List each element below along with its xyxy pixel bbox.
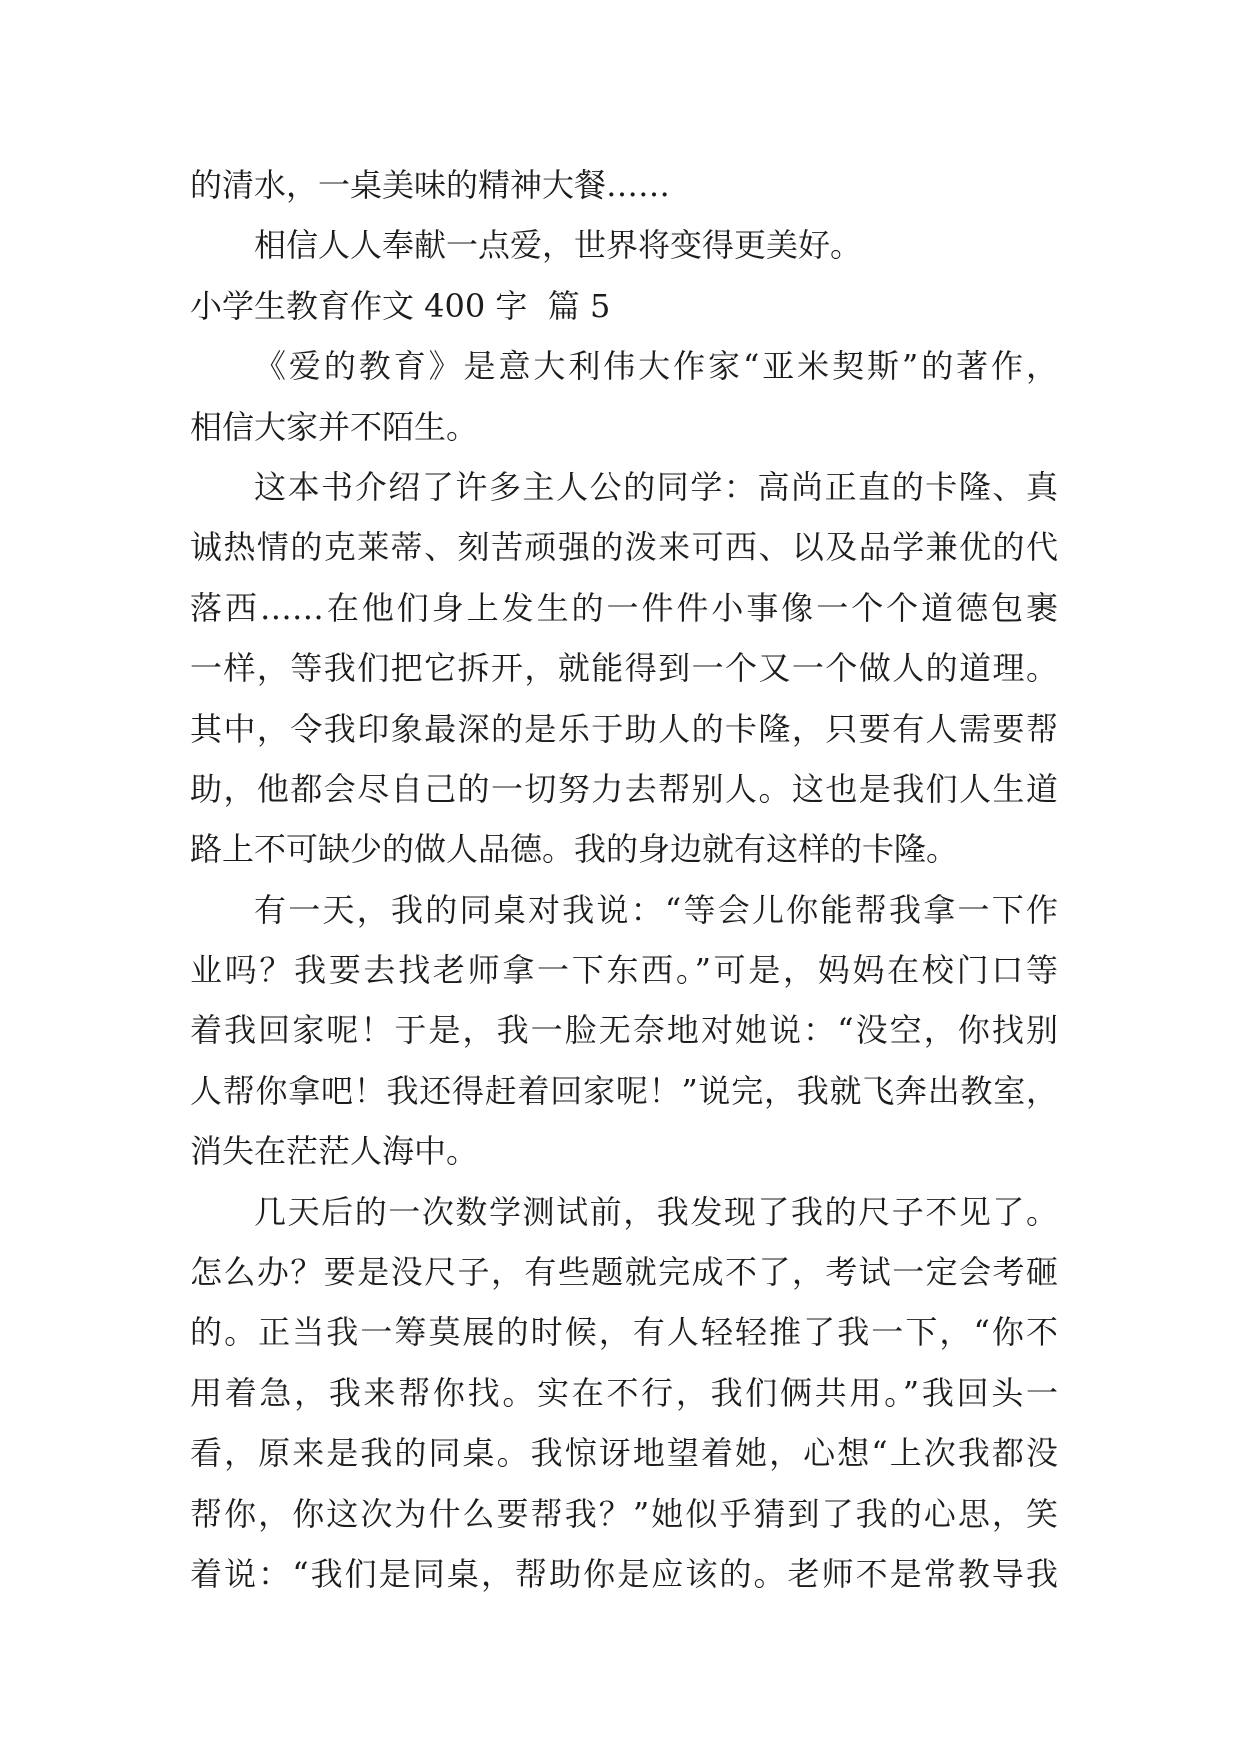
text-line: 诚热情的克莱蒂、刻苦顽强的泼来可西、以及品学兼优的代 <box>190 528 1058 567</box>
text-line: 助，他都会尽自己的一切努力去帮别人。这也是我们人生道 <box>190 769 1058 808</box>
paragraph <box>190 155 1058 215</box>
text-line: 相信人人奉献一点爱，世界将变得更美好。 <box>254 226 863 265</box>
text-line: 落西……在他们身上发生的一件件小事像一个个道德包裹 <box>190 588 1058 627</box>
text-line: 一样，等我们把它拆开，就能得到一个又一个做人的道理。 <box>190 649 1058 688</box>
text-line: 《爱的教育》是意大利伟大作家“亚米契斯”的著作， <box>254 347 1058 386</box>
text-line: 的。正当我一筹莫展的时候，有人轻轻推了我一下，“你不 <box>190 1313 1058 1352</box>
text-line: 几天后的一次数学测试前，我发现了我的尺子不见了。 <box>254 1192 1058 1231</box>
text-line: 业吗？我要去找老师拿一下东西。”可是，妈妈在校门口等 <box>190 951 1058 990</box>
text-line: 的清水，一桌美味的精神大餐…… <box>190 166 671 204</box>
paragraph <box>190 1182 1058 1605</box>
document-body <box>190 155 1058 1604</box>
paragraph <box>190 880 1058 1182</box>
text-line: 用着急，我来帮你找。实在不行，我们俩共用。”我回头一 <box>190 1373 1058 1412</box>
text-line: 消失在茫茫人海中。 <box>190 1132 479 1171</box>
paragraph <box>190 215 1058 275</box>
text-line: 着说：“我们是同桌，帮助你是应该的。老师不是常教导我 <box>190 1554 1058 1593</box>
text-line: 相信大家并不陌生。 <box>190 407 479 446</box>
text-line: 人帮你拿吧！我还得赶着回家呢！”说完，我就飞奔出教室， <box>190 1071 1058 1110</box>
paragraph <box>190 336 1058 457</box>
essay-title: 小学生教育作文 400 字 篇 5 <box>190 286 611 325</box>
text-line: 看，原来是我的同桌。我惊讶地望着她，心想“上次我都没 <box>190 1434 1058 1473</box>
text-line: 帮你，你这次为什么要帮我？”她似乎猜到了我的心思，笑 <box>190 1494 1058 1533</box>
essay-title-block <box>190 276 1058 336</box>
text-line: 着我回家呢！于是，我一脸无奈地对她说：“没空，你找别 <box>190 1011 1058 1050</box>
text-line: 怎么办？要是没尺子，有些题就完成不了，考试一定会考砸 <box>190 1253 1058 1292</box>
text-line: 这本书介绍了许多主人公的同学：高尚正直的卡隆、真 <box>254 467 1058 506</box>
paragraph <box>190 457 1058 880</box>
text-line: 路上不可缺少的做人品德。我的身边就有这样的卡隆。 <box>190 830 959 869</box>
text-line: 有一天，我的同桌对我说：“等会儿你能帮我拿一下作 <box>254 890 1058 929</box>
text-line: 其中，令我印象最深的是乐于助人的卡隆，只要有人需要帮 <box>190 709 1058 748</box>
